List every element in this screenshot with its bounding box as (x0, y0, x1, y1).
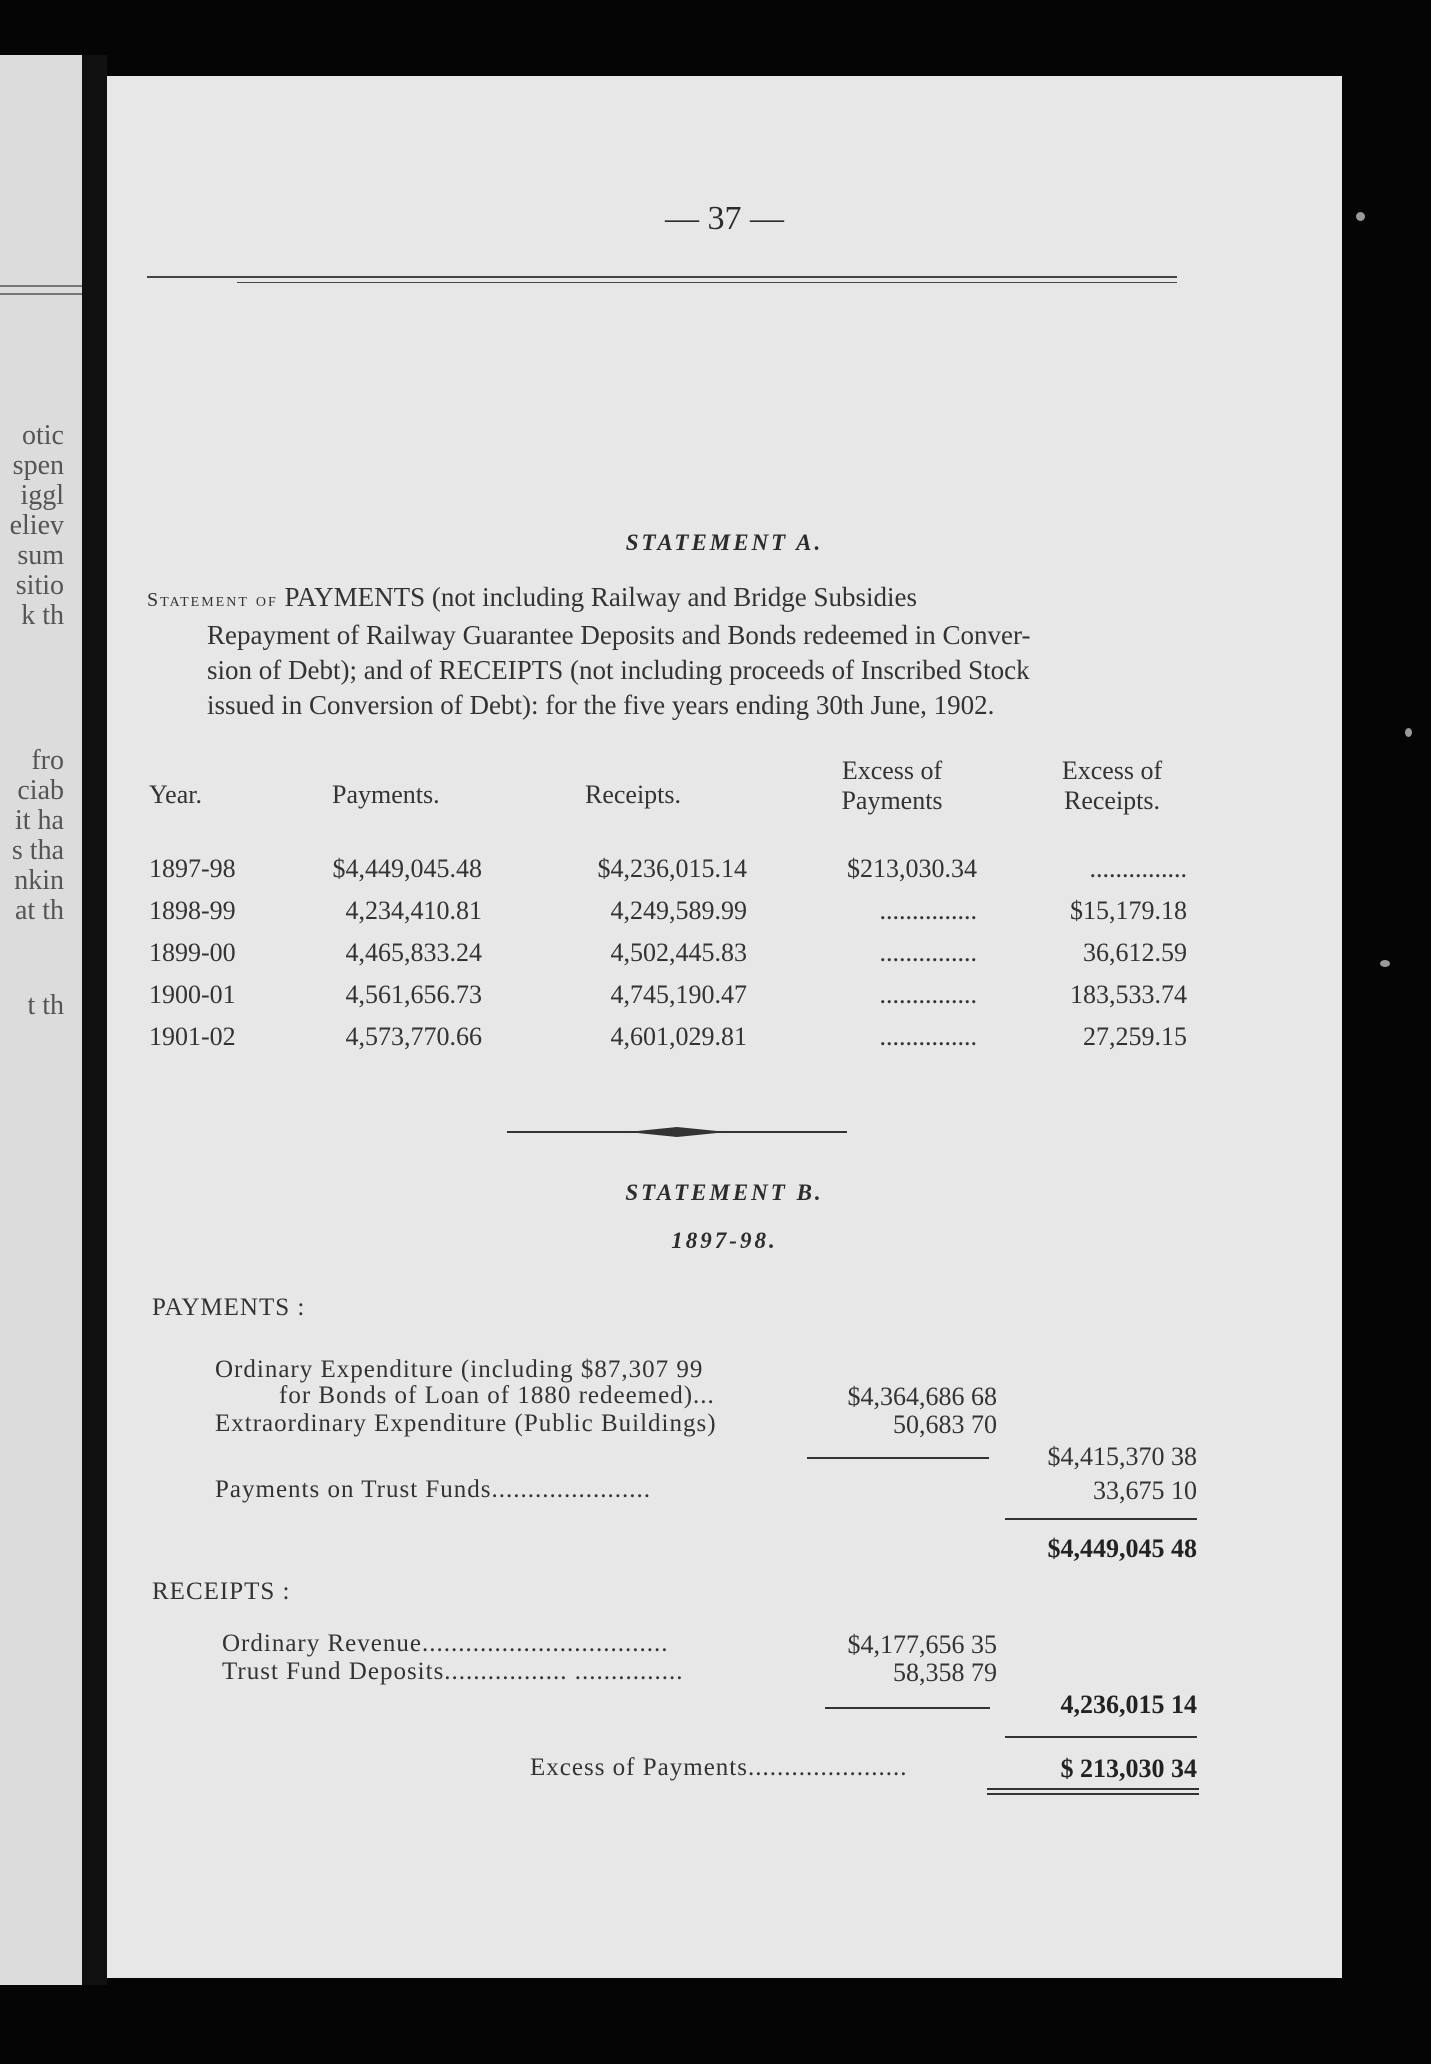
row-excess-payments: ............... (879, 938, 977, 967)
row-receipts: 4,502,445.83 (610, 938, 747, 967)
row-excess-payments: ............... (879, 1022, 977, 1051)
total-rule (1005, 1518, 1197, 1520)
row-payments: 4,573,770.66 (345, 1022, 482, 1051)
ordinary-expenditure-label: for Bonds of Loan of 1880 redeemed)... (279, 1382, 715, 1409)
ordinary-expenditure-amount: $4,364,686 68 (847, 1382, 997, 1411)
fragment-text: iggl (20, 480, 64, 511)
row-payments: 4,465,833.24 (345, 938, 482, 967)
intro-line: sion of Debt); and of RECEIPTS (not including proceeds of Inscribed Stock (207, 655, 1030, 685)
ordinary-expenditure-label: Ordinary Expenditure (including $87,307 99 (215, 1356, 704, 1383)
statement-a-intro (147, 580, 1217, 723)
row-year: 1898-99 (149, 896, 236, 925)
section-divider-ornament (507, 1126, 847, 1138)
book-gutter (82, 55, 107, 1985)
trust-payments-amount: 33,675 10 (1093, 1476, 1197, 1505)
row-excess-receipts: $15,179.18 (1070, 896, 1187, 925)
receipts-heading: RECEIPTS : (152, 1578, 291, 1605)
row-receipts: $4,236,015.14 (597, 854, 747, 883)
column-header-excess-receipts: Excess of (1061, 756, 1163, 785)
excess-of-payments-amount: $ 213,030 34 (1060, 1754, 1197, 1783)
receipts-total: 4,236,015 14 (1060, 1690, 1197, 1719)
row-excess-receipts: ............... (1089, 854, 1187, 883)
total-rule (1005, 1736, 1197, 1738)
sum-rule (807, 1457, 989, 1459)
row-year: 1899-00 (149, 938, 236, 967)
column-header-receipts: Receipts. (585, 780, 682, 809)
fragment-text: k th (21, 600, 64, 631)
fragment-text: sitio (15, 570, 64, 601)
trust-deposits-amount: 58,358 79 (893, 1658, 997, 1687)
header-rule (237, 282, 1177, 283)
statement-a-title: STATEMENT A. (625, 530, 824, 555)
intro-line: PAYMENTS (not including Railway and Bridge Subsidies (277, 582, 918, 612)
extraordinary-expenditure-label: Extraordinary Expenditure (Public Buildings) (215, 1410, 717, 1437)
fragment-text: otic (22, 420, 64, 451)
row-excess-payments: ............... (879, 980, 977, 1009)
column-header-excess-payments: Payments (841, 786, 943, 815)
row-excess-payments: ............... (879, 896, 977, 925)
fragment-text: eliev (9, 510, 64, 541)
intro-lead: Statement of (147, 589, 278, 611)
fragment-text: sum (17, 540, 64, 571)
fragment-text: it ha (15, 805, 64, 836)
row-receipts: 4,249,589.99 (610, 896, 747, 925)
scan-speck (1356, 212, 1365, 221)
row-excess-receipts: 27,259.15 (1083, 1022, 1187, 1051)
fragment-text: at th (15, 895, 64, 926)
column-header-payments: Payments. (332, 780, 440, 809)
fragment-text: ciab (17, 775, 64, 806)
header-rule (147, 276, 1177, 278)
intro-line: issued in Conversion of Debt): for the five years ending 30th June, 1902. (207, 690, 995, 720)
row-receipts: 4,745,190.47 (610, 980, 747, 1009)
excess-of-payments-label: Excess of Payments...................... (530, 1754, 908, 1781)
page-number: — 37 — (665, 200, 784, 237)
ordinary-revenue-label: Ordinary Revenue.................................. (222, 1630, 669, 1657)
trust-deposits-label: Trust Fund Deposits................. ............... (222, 1658, 684, 1685)
statement-b-title: STATEMENT B. (625, 1180, 824, 1205)
column-header-year: Year. (149, 780, 202, 809)
row-payments: $4,449,045.48 (332, 854, 482, 883)
fragment-text: nkin (14, 865, 64, 896)
document-page (107, 76, 1342, 1978)
row-payments: 4,561,656.73 (345, 980, 482, 1009)
column-header-excess-receipts: Receipts. (1063, 786, 1161, 815)
row-receipts: 4,601,029.81 (610, 1022, 747, 1051)
row-year: 1897-98 (149, 854, 236, 883)
fragment-text: fro (31, 745, 64, 776)
intro-line: Repayment of Railway Guarantee Deposits and Bonds redeemed in Conver- (207, 620, 1031, 650)
fragment-text: spen (12, 450, 64, 481)
fragment-text: t th (27, 990, 64, 1021)
ordinary-revenue-amount: $4,177,656 35 (847, 1630, 997, 1659)
statement-b-year: 1897-98. (671, 1228, 778, 1253)
payments-total: $4,449,045 48 (1047, 1534, 1197, 1563)
extraordinary-expenditure-amount: 50,683 70 (893, 1410, 997, 1439)
row-excess-payments: $213,030.34 (847, 854, 977, 883)
payments-subtotal: $4,415,370 38 (1047, 1442, 1197, 1471)
row-payments: 4,234,410.81 (345, 896, 482, 925)
payments-heading: PAYMENTS : (152, 1294, 306, 1321)
row-year: 1901-02 (149, 1022, 236, 1051)
fragment-text: s tha (11, 835, 64, 866)
row-excess-receipts: 36,612.59 (1083, 938, 1187, 967)
scan-speck (1405, 728, 1412, 737)
scan-speck (1380, 960, 1390, 967)
double-rule (987, 1788, 1199, 1790)
adjacent-page-fragment (0, 55, 82, 1985)
sum-rule (825, 1707, 990, 1709)
trust-payments-label: Payments on Trust Funds...................... (215, 1476, 652, 1503)
column-header-excess-payments: Excess of (841, 756, 943, 785)
row-year: 1900-01 (149, 980, 236, 1009)
double-rule (987, 1793, 1199, 1795)
row-excess-receipts: 183,533.74 (1070, 980, 1187, 1009)
